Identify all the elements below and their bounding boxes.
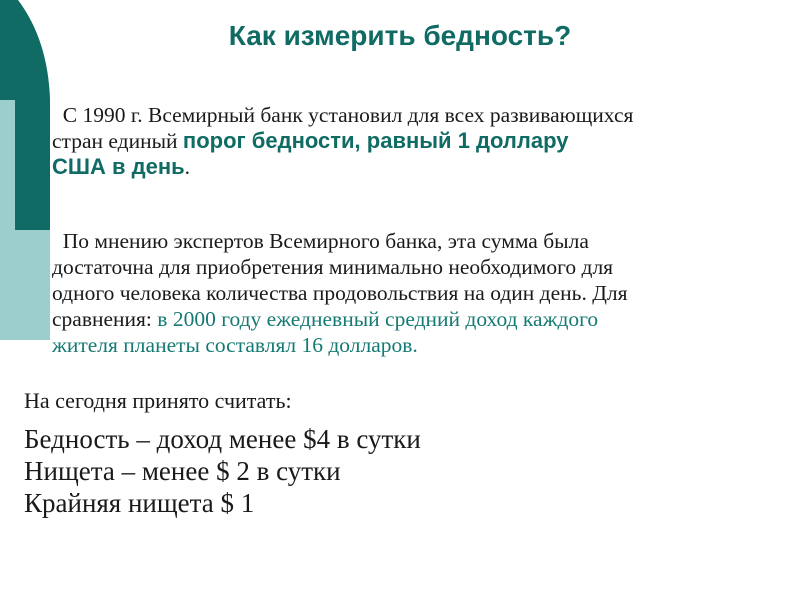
paragraph-experts-opinion — [52, 228, 628, 358]
definitions-intro: На сегодня принято считать: — [24, 388, 292, 413]
poverty-line-highlight: порог бедности, равный 1 доллару — [182, 128, 569, 153]
paragraph2-line5: жителя планеты составлял 16 долларов. — [52, 333, 418, 357]
paragraph2-line4-text: сравнения: — [52, 307, 158, 331]
paragraph1-line2 — [52, 128, 633, 154]
definition-destitution: Нищета – менее $ 2 в сутки — [24, 456, 341, 486]
paragraph1-line2-text: стран единый — [52, 129, 183, 153]
definition-poverty: Бедность – доход менее $4 в сутки — [24, 424, 421, 454]
paragraph2-line1 — [52, 228, 628, 254]
paragraph1-period: . — [184, 155, 191, 179]
page-title: Как измерить бедность? — [228, 20, 572, 51]
poverty-line-highlight-cont: США в день — [52, 154, 185, 179]
paragraph2-line4 — [52, 306, 628, 332]
poverty-definitions-list — [24, 423, 421, 519]
paragraph1-line1 — [52, 102, 633, 128]
paragraph2-line3: одного человека количества продовольствия на один день. Для — [52, 281, 628, 305]
paragraph1-line3 — [52, 154, 633, 180]
paragraph2-line2: достаточна для приобретения минимально необходимого для — [52, 255, 614, 279]
paragraph2-line1-text: По мнению экспертов Всемирного банка, эта сумма была — [62, 229, 589, 253]
definition-extreme-destitution: Крайняя нищета $ 1 — [24, 488, 255, 518]
paragraph-poverty-line — [52, 102, 633, 180]
average-income-highlight: в 2000 году ежедневный средний доход каждого — [157, 307, 599, 331]
paragraph1-line1-text: С 1990 г. Всемирный банк установил для всех развивающихся — [62, 103, 634, 127]
